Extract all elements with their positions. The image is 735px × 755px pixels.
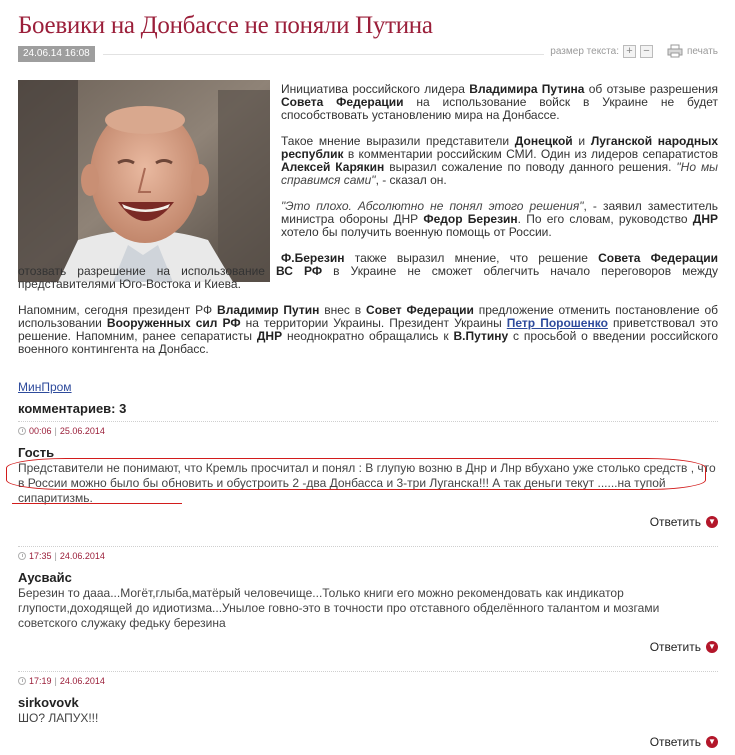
- comment-meta: 17:35 | 24.06.2014: [18, 551, 718, 561]
- paragraph: Ф.Березин также выразил мнение, что решение Совета Федерации отозвать разрешение на использование ВС РФ в Украине не сможет облегчить начало переговоров между представителями Юго-Востока и Киева.: [18, 251, 719, 291]
- paragraph: Инициатива российского лидера Владимира Путина об отзыве разрешения Совета Федерации на использование войск в Украине не будет способствовать установлению мира на Донбассе.: [281, 82, 719, 122]
- printer-icon[interactable]: [667, 44, 683, 58]
- font-decrease-button[interactable]: −: [640, 45, 653, 58]
- reply-button[interactable]: Ответить ▼: [650, 735, 718, 749]
- comments-count: комментариев: 3: [18, 401, 127, 416]
- clock-icon: [18, 677, 26, 685]
- arrow-down-icon: ▼: [706, 641, 718, 653]
- print-link[interactable]: печать: [687, 45, 718, 57]
- comment-author: sirkovovk: [18, 695, 79, 710]
- clock-icon: [18, 552, 26, 560]
- comment-item: [18, 671, 718, 749]
- divider: [18, 421, 718, 422]
- date-badge: 24.06.14 16:08: [18, 46, 95, 62]
- clock-icon: [18, 427, 26, 435]
- arrow-down-icon: ▼: [706, 516, 718, 528]
- font-increase-button[interactable]: +: [623, 45, 636, 58]
- comment-text: ШО? ЛАПУХ!!!: [18, 711, 99, 725]
- reply-button[interactable]: Ответить ▼: [650, 640, 718, 654]
- divider: [18, 671, 718, 672]
- comment-text: Представители не понимают, что Кремль просчитал и понял : В глупую возню в Днр и Лнр вбухано уже столько средств , что в России можно было бы обновить и обустроить 2 -два Донбасса и 3-три Луганска!!! А так деньги текут ......на тупой сипаритизмь.: [18, 461, 716, 505]
- arrow-down-icon: ▼: [706, 736, 718, 748]
- article-meta-row: [18, 46, 718, 62]
- comment-meta: 00:06 | 25.06.2014: [18, 426, 718, 436]
- person-link[interactable]: Петр Порошенко: [506, 316, 608, 330]
- reply-button[interactable]: Ответить ▼: [650, 515, 718, 529]
- comment-text: Березин то дааа...Могёт,глыба,матёрый человечище...Только книги его можно рекомендовать как индикатор глупости,доходящей до идиотизма...Унылое говно-это в точности про отставного обделённого талантом и мозгами советского служаку федьку березина: [18, 586, 660, 630]
- paragraph: Напомним, сегодня президент РФ Владимир Путин внес в Совет Федерации предложение отменить постановление об использовании Вооруженных сил РФ на территории Украины. Президент Украины Петр Порошенко приветствовал это решение. Напомним, ранее сепаратисты ДНР неоднократно обращались к В.Путину с просьбой о введении российского военного контингента на Донбасс.: [18, 303, 719, 356]
- paragraph: "Это плохо. Абсолютно не понял этого решения", - заявил заместитель министра обороны ДНР Федор Березин. По его словам, руководство ДНР хотело бы получить военную помощь от России.: [281, 199, 719, 239]
- article-title: Боевики на Донбассе не поняли Путина: [18, 12, 433, 39]
- article-tools: [544, 44, 718, 58]
- annotation-underline: [12, 486, 182, 504]
- comment-meta: 17:19 | 24.06.2014: [18, 676, 718, 686]
- comment-author: Гость: [18, 445, 55, 460]
- comment-author: Аусвайс: [18, 570, 72, 585]
- article-body: [18, 83, 718, 369]
- divider: [18, 546, 718, 547]
- paragraph: Такое мнение выразили представители Донецкой и Луганской народных республик в комментарии российским СМИ. Один из лидеров сепаратистов Алексей Карякин выразил сожаление по поводу данного решения. "Но мы справимся сами", - сказал он.: [281, 134, 719, 187]
- source-link[interactable]: МинПром: [18, 380, 72, 394]
- font-size-label: размер текста:: [550, 45, 619, 57]
- comment-item: [18, 546, 718, 654]
